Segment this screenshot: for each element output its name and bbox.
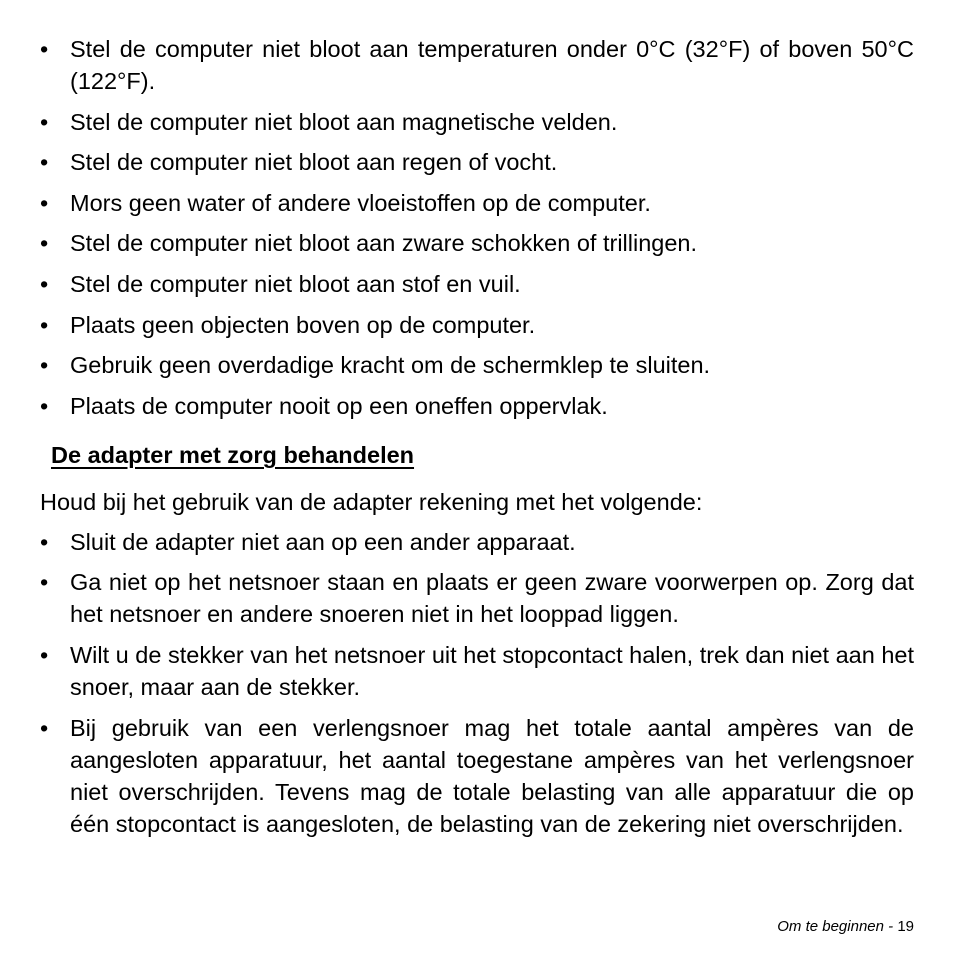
- section-intro: Houd bij het gebruik van de adapter rekening met het volgende:: [40, 488, 703, 515]
- page-number: 19: [897, 918, 914, 935]
- footer-section-label: Om te beginnen -: [777, 918, 894, 935]
- list-item-text: Stel de computer niet bloot aan stof en vuil.: [70, 270, 521, 297]
- adapter-bullet-list: [40, 526, 914, 840]
- bullet-marker: •: [40, 569, 49, 596]
- list-item-text: Plaats geen objecten boven op de computer.: [70, 311, 536, 338]
- list-item-text: Sluit de adapter niet aan op een ander apparaat.: [70, 528, 576, 555]
- section-heading: De adapter met zorg behandelen: [51, 441, 415, 468]
- list-item-text: Bij gebruik van een verlengsnoer mag het totale aantal ampères van de aangesloten apparatuur, het aantal toegestane ampères van het verlengsnoer niet overschrijden. Tevens mag de totale belasting van alle apparatuur die op één stopcontact is aangesloten, de belasting van de zekering niet overschrijden.: [70, 714, 914, 837]
- document-page: [40, 33, 914, 848]
- list-item-text: Gebruik geen overdadige kracht om de schermklep te sluiten.: [70, 352, 711, 379]
- list-item-text: Mors geen water of andere vloeistoffen op de computer.: [70, 189, 651, 216]
- bullet-marker: •: [40, 714, 49, 741]
- list-item: [40, 268, 914, 300]
- list-item: [40, 526, 914, 558]
- list-item-text: Stel de computer niet bloot aan zware schokken of trillingen.: [70, 230, 698, 257]
- list-item: [40, 712, 914, 840]
- list-item: [40, 309, 914, 341]
- list-item: [40, 187, 914, 219]
- page-footer: [777, 917, 914, 937]
- bullet-marker: •: [40, 311, 49, 338]
- bullet-marker: •: [40, 36, 49, 62]
- list-item: [40, 33, 914, 97]
- list-item-text: Wilt u de stekker van het netsnoer uit het stopcontact halen, trek dan niet aan het snoer, maar aan de stekker.: [70, 641, 914, 700]
- bullet-marker: •: [40, 352, 49, 379]
- list-item: [40, 349, 914, 381]
- list-item: [40, 639, 914, 703]
- bullet-marker: •: [40, 392, 49, 419]
- list-item-text: Stel de computer niet bloot aan regen of vocht.: [70, 149, 558, 176]
- bullet-marker: •: [40, 270, 49, 297]
- list-item-text: Stel de computer niet bloot aan temperaturen onder 0°C (32°F) of boven 50°C (122°F).: [70, 36, 914, 94]
- bullet-marker: •: [40, 641, 49, 668]
- bullet-marker: •: [40, 528, 49, 555]
- list-item-text: Ga niet op het netsnoer staan en plaats er geen zware voorwerpen op. Zorg dat het netsnoer en andere snoeren niet in het looppad liggen.: [70, 569, 914, 628]
- bullet-marker: •: [40, 149, 49, 176]
- list-item: [40, 146, 914, 178]
- list-item-text: Plaats de computer nooit op een oneffen oppervlak.: [70, 392, 608, 419]
- care-bullet-list: [40, 33, 914, 422]
- list-item-text: Stel de computer niet bloot aan magnetische velden.: [70, 108, 618, 135]
- bullet-marker: •: [40, 189, 49, 216]
- list-item: [40, 227, 914, 259]
- bullet-marker: •: [40, 230, 49, 257]
- list-item: [40, 106, 914, 138]
- list-item: [40, 566, 914, 630]
- bullet-marker: •: [40, 108, 49, 135]
- list-item: [40, 390, 914, 422]
